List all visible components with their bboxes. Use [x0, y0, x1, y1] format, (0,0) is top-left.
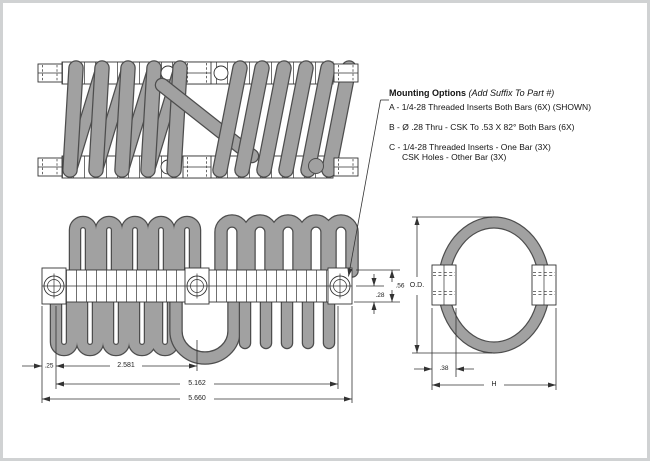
- rope-end: [309, 159, 324, 174]
- dim-tab-offset: .25: [44, 362, 54, 370]
- upper-bar-hole: [214, 66, 228, 80]
- mounting-options-note: [389, 88, 649, 162]
- mounting-options-title: [389, 88, 649, 99]
- dim-height: H: [491, 381, 497, 388]
- mounting-option-a: A - 1/4-28 Threaded Inserts Both Bars (6X) (SHOWN): [389, 101, 592, 112]
- front-view: [42, 221, 353, 358]
- mounting-option-c-cont: CSK Holes - Other Bar (3X): [402, 151, 507, 162]
- dim-hole-offset: .28: [375, 292, 385, 299]
- note-title-text: Mounting Options: [389, 88, 466, 98]
- end-view-right-bar: [532, 265, 556, 305]
- note-title-suffix: (Add Suffix To Part #): [465, 88, 555, 98]
- end-view: [432, 217, 556, 353]
- dim-bar-height: .56: [395, 282, 405, 290]
- dim-outer-diameter: O.D.: [409, 282, 425, 289]
- top-view: [38, 62, 358, 178]
- dim-overall-length: 5.660: [188, 395, 206, 402]
- dim-center-spacing: 2.581: [117, 362, 135, 369]
- end-view-left-bar: [432, 265, 456, 305]
- mounting-option-c: C - 1/4-28 Threaded Inserts - One Bar (3X): [389, 141, 551, 152]
- dim-body-length: 5.162: [188, 380, 206, 387]
- bar-height-dimensions: [354, 270, 405, 314]
- mounting-option-b: B - Ø .28 Thru - CSK To .53 X 82° Both Bars (6X): [389, 121, 575, 132]
- dim-bar-width: .38: [439, 365, 449, 372]
